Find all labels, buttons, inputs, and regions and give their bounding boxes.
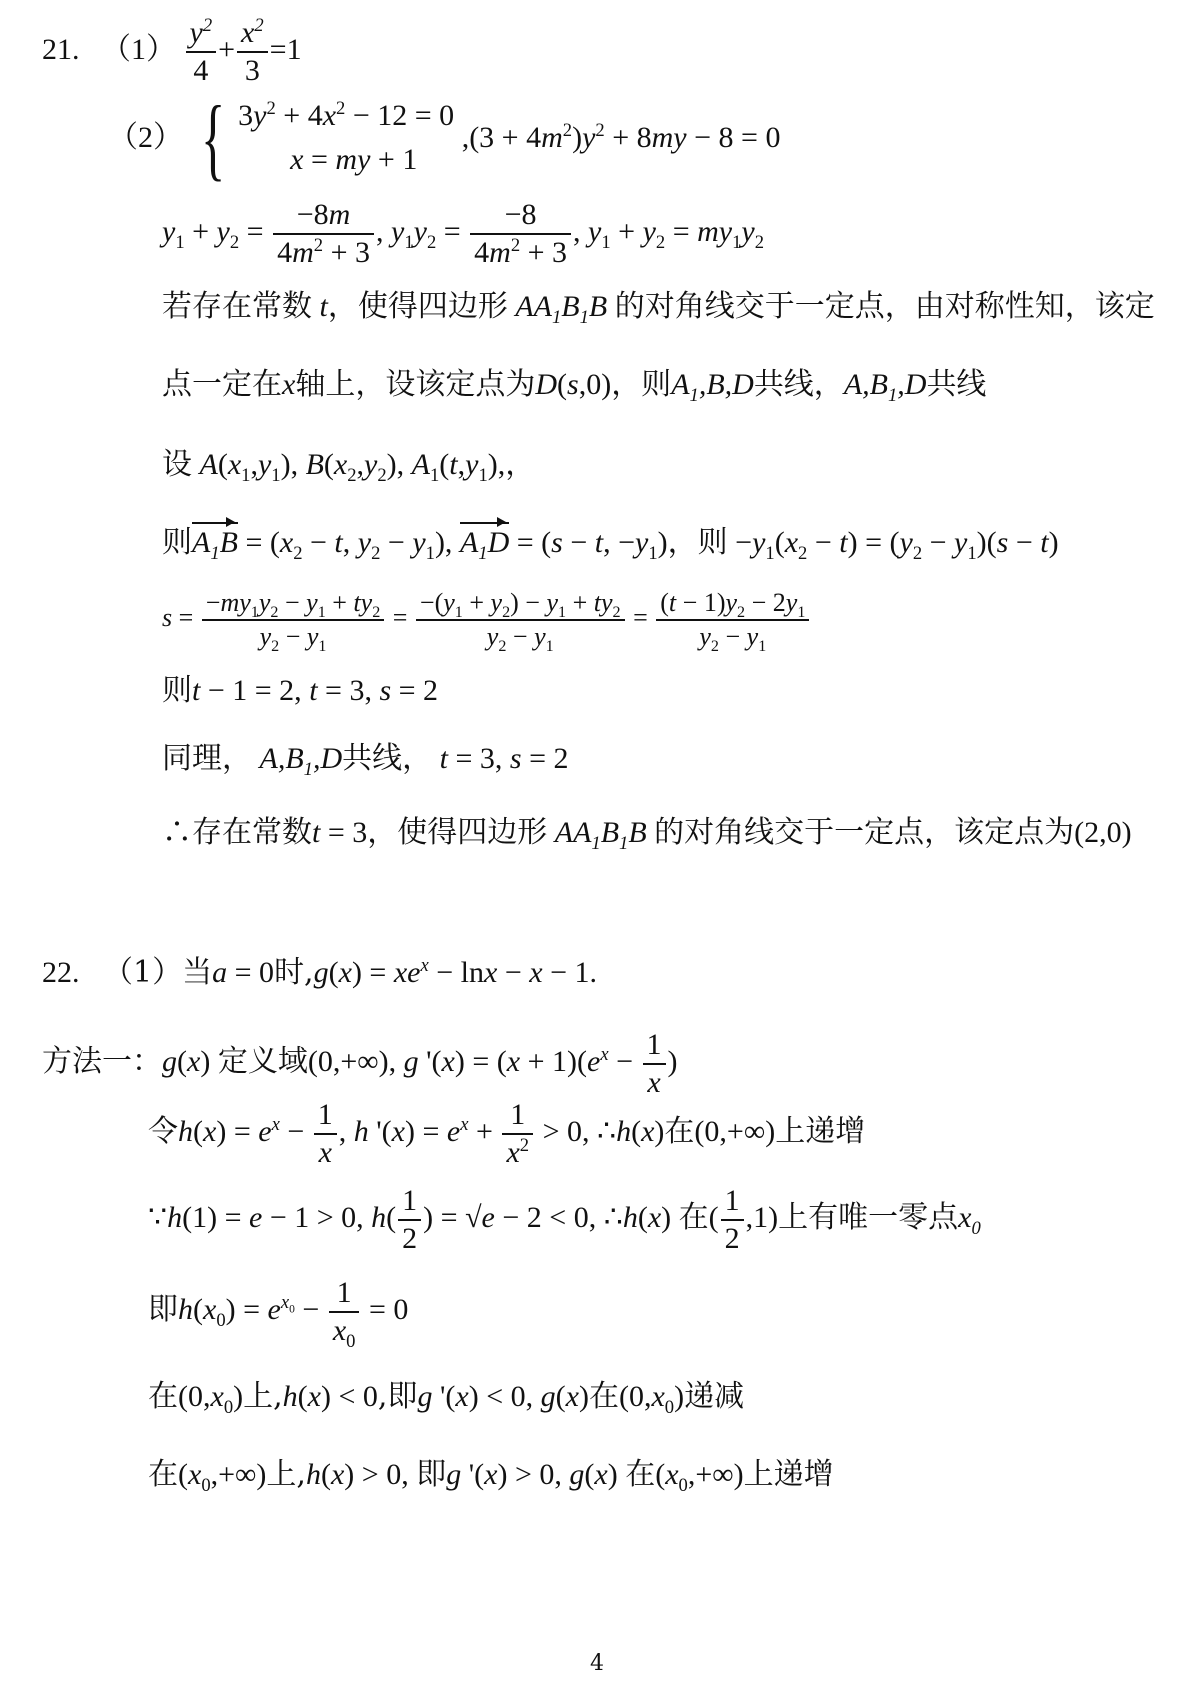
q21-result: 则t − 1 = 2, t = 3, s = 2 <box>162 673 439 708</box>
q21-part2-system: （2） { $3y^2 + 4x^2 - 12 = 0$ x = my + 1 $,(3 + 4m^2)y^2 + 8my - 8 = 0$ <box>108 87 781 189</box>
q21-set-points: 设 $A(x_1,y_1)$, $B(x_2,y_2)$, $A_1(t,y_1)$,， <box>162 447 536 486</box>
q22-hx: 令$h(x) = e^x$ − $\frac{1}{x}$ , h '$(x) = e^x$ + $\frac{1}{x^2}$ > 0, ∴h(x)在(0,+∞)上递增 <box>148 1098 866 1169</box>
q21-part1: 21. （1） $\frac{y^2}{4}$ + $\frac{x^2}{3}$ =1 <box>42 15 302 87</box>
q21-tongli: 同理， $A,B_1,D$共线， t = 3, s = 2 <box>162 741 569 780</box>
q21-conclusion: ∴存在常数t = 3，使得四边形 $AA_1B_1B$ 的对角线交于一定点，该定点为(2,0) <box>162 815 1132 854</box>
q21-vieta: $y_1 + y_2$ = $\frac{-8m}{4m^2 + 3}$ , $y_1y_2$ = $\frac{-8}{4m^2 + 3}$ , $y_1 + y_2 = my_1y_2$ <box>162 198 765 269</box>
q22-zero-point: ∵h(1) = e − 1 > 0, h( $\frac{1}{2}$ ) = √e − 2 < 0, ∴h(x) 在( $\frac{1}{2}$ ,1)上有唯一零点$x_0$ <box>148 1184 981 1255</box>
q22-method1: 方法一：g(x) 定义域(0,+∞), g '$(x) = (x + 1)(e^x$ − $\frac{1}{x}$ ) <box>42 1028 678 1099</box>
q21-number: 21. <box>42 32 80 66</box>
q22-decreasing: 在$(0,x_0)$上,h(x) < 0,即g '(x) < 0, g(x)在$(0,x_0)$递减 <box>148 1379 745 1418</box>
q22-increasing: 在$(x_0,+\infty)$上,h(x) > 0, 即g '(x) > 0, g(x) 在$(x_0,+\infty)$上递增 <box>148 1457 834 1496</box>
q22-part1: 22. （1）当a = 0时$,g(x) = xe^x - \ln x - x - 1$. <box>42 955 598 990</box>
page-number: 4 <box>590 1651 604 1676</box>
q22-hx0: 即$h(x_0) = e^{x_0}$ − $\frac{1}{x_0}$ = 0 <box>148 1276 409 1352</box>
q22-number: 22. <box>42 956 80 989</box>
q21-vectors: 则$A_1B = (x_2 - t$, $y_2 - y_1$), $A_1D = (s - t$, $-y_1$)，则 $-y_1(x_2 - t) = (y_2 - y_1)(s - t)$ <box>162 525 1059 564</box>
q21-text-line1: 若存在常数 t，使得四边形 $AA_1B_1B$ 的对角线交于一定点，由对称性知，该定 <box>162 289 1155 328</box>
q21-s-formula: s = $\frac{-my_1y_2 - y_1 + ty_2}{y_2 - y_1}$ = $\frac{-(y_1 + y_2) - y_1 + ty_2}{y_2 - y_1}$ = $\frac{(t - 1)y_2 - 2y_1}{y_2 - y_1}$ <box>162 590 811 650</box>
q21-text-line2: 点一定在x轴上，设该定点为D(s,0)，则$A_1,B,D$共线，$A,B_1,D$共线 <box>162 367 987 406</box>
